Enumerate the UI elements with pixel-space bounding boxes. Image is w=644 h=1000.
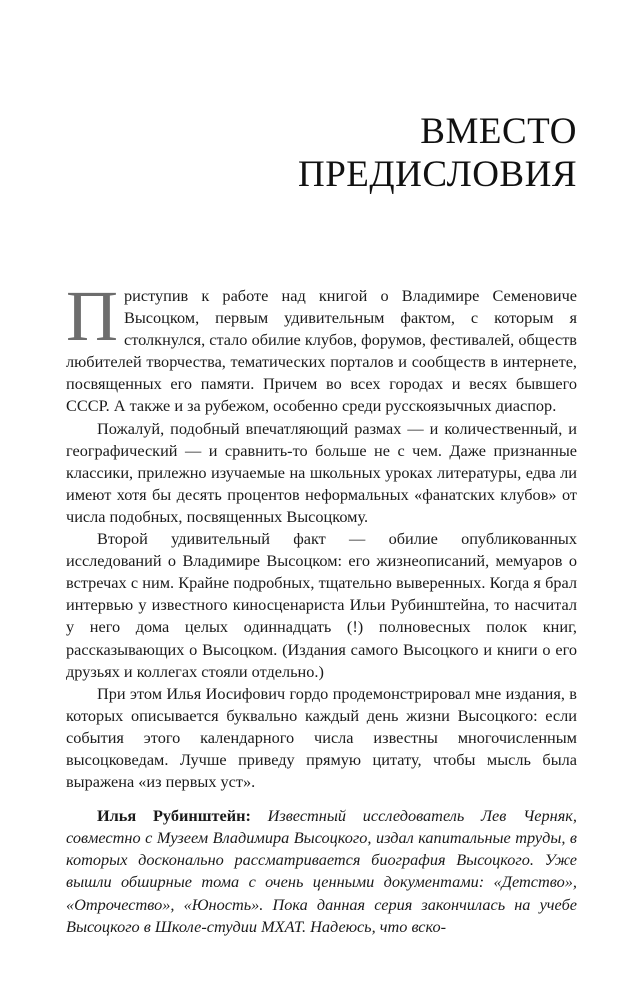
drop-cap: П [66,276,118,356]
chapter-title [66,110,577,196]
chapter-title-line-1: ВМЕСТО [420,111,577,152]
quote-speaker-name: Илья Рубинштейн: [97,806,251,826]
paragraph-1-text: риступив к работе над книгой о Владимире Семеновиче Высоцком, первым удивительным фактом, с которым я столкнулся, стало обилие клубов, форумов, фестивалей, обществ любителей творчества, тематических порталов и сообществ в интернете, посвященных его памяти. Причем во всех городах и весях бывшего СССР. А также и за рубежом, особенно среди русскоязычных диаспор. [66,286,577,416]
quote-text: Известный исследователь Лев Черняк, совместно с Музеем Владимира Высоцкого, издал капитальные труды, в которых досконально рассматривается биография Высоцкого. Уже вышли обширные тома с очень ценными документами: «Детство», «Отрочество», «Юность». Пока данная серия закончилась на учебе Высоцкого в Школе-студии МХАТ. Надеюсь, что вско- [66,806,577,936]
paragraph-2: Пожалуй, подобный впечатляющий размах — и количественный, и географический — и сравнить-то больше не с чем. Даже признанные классики, прилежно изучаемые на школьных уроках литературы, едва ли имеют хотя бы десять процентов неформальных «фанатских клубов» от числа подобных, посвященных Высоцкому. [66,418,577,526]
chapter-title-line-2: ПРЕДИСЛОВИЯ [297,154,577,195]
paragraph-1 [66,276,577,418]
text-column [66,276,577,938]
interview-quote [66,805,577,938]
paragraph-4: При этом Илья Иосифович гордо продемонстрировал мне издания, в которых описывается буквально каждый день жизни Высоцкого: если события этого календарного числа известны многочисленным высоцковедам. Лучше приведу прямую цитату, чтобы мысль была выражена «из первых уст». [66,683,577,792]
paragraph-3: Второй удивительный факт — обилие опубликованных исследований о Владимире Высоцком: его жизнеописаний, мемуаров о встречах с ним. Крайне подробных, тщательно выверенных. Когда я брал интервью у известного киносценариста Ильи Рубинштейна, то насчитал у него дома целых одиннадцать (!) полновесных полок книг, рассказывающих о Высоцком. (Издания самого Высоцкого и книги о его друзьях и коллегах стояли отдельно.) [66,529,577,681]
